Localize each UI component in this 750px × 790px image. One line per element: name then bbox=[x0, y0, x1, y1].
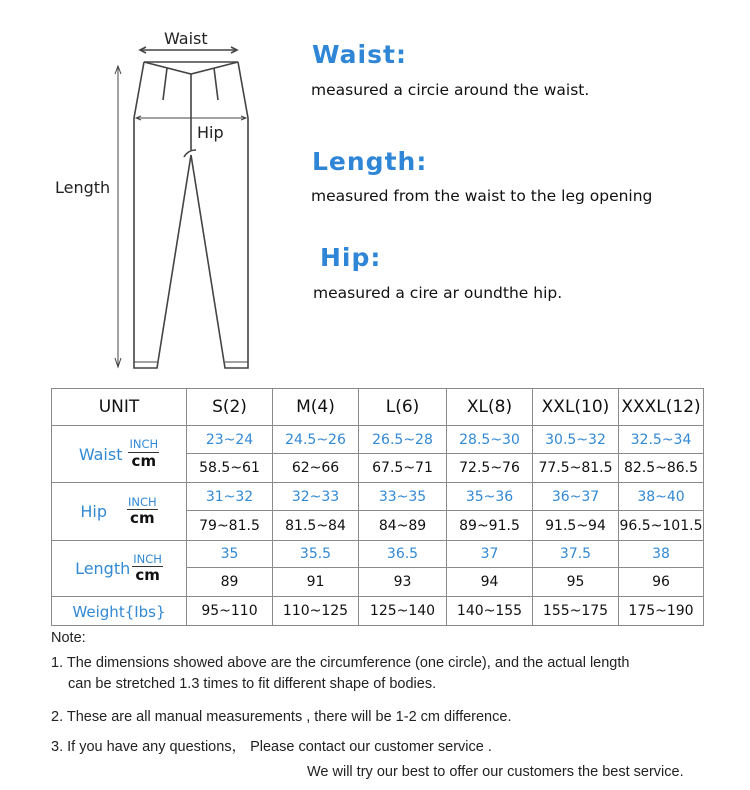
waist-title: Waist: bbox=[312, 40, 407, 69]
table-cell: 67.5~71 bbox=[359, 454, 447, 483]
table-cell: 84~89 bbox=[359, 511, 447, 541]
table-cell: 125~140 bbox=[359, 597, 447, 626]
size-header: XL(8) bbox=[447, 389, 533, 426]
size-header: S(2) bbox=[187, 389, 273, 426]
table-cell: 37.5 bbox=[533, 541, 619, 568]
size-chart-table bbox=[51, 388, 704, 626]
table-row-length-inch bbox=[52, 541, 704, 568]
table-cell: 89~91.5 bbox=[447, 511, 533, 541]
table-cell: 35.5 bbox=[273, 541, 359, 568]
table-cell: 155~175 bbox=[533, 597, 619, 626]
notes-heading: Note: bbox=[51, 630, 86, 646]
length-description: measured from the waist to the leg opening bbox=[311, 187, 653, 205]
table-cell: 95~110 bbox=[187, 597, 273, 626]
row-label-length bbox=[52, 541, 187, 597]
pants-outline-icon bbox=[0, 0, 300, 380]
unit-fraction: $\frac{\text{INCH}}{cm}$ bbox=[129, 437, 159, 470]
table-cell: 24.5~26 bbox=[273, 426, 359, 454]
row-label-text: Length bbox=[75, 559, 131, 578]
table-cell: 32.5~34 bbox=[619, 426, 704, 454]
waist-description: measured a circie around the waist. bbox=[311, 81, 590, 99]
length-diagram-label: Length bbox=[55, 178, 111, 197]
table-cell: 93 bbox=[359, 568, 447, 597]
table-cell: 140~155 bbox=[447, 597, 533, 626]
table-cell: 30.5~32 bbox=[533, 426, 619, 454]
table-cell: 96.5~101.5 bbox=[619, 511, 704, 541]
table-cell: 32~33 bbox=[273, 483, 359, 511]
size-header: M(4) bbox=[273, 389, 359, 426]
table-cell: 28.5~30 bbox=[447, 426, 533, 454]
table-cell: 82.5~86.5 bbox=[619, 454, 704, 483]
closing-message: We will try our best to offer our customers the best service. bbox=[307, 764, 684, 780]
table-cell: 79~81.5 bbox=[187, 511, 273, 541]
row-label-weight bbox=[52, 597, 187, 626]
table-cell: 77.5~81.5 bbox=[533, 454, 619, 483]
note-item-continued: can be stretched 1.3 times to fit different shape of bodies. bbox=[68, 676, 437, 692]
size-header: XXXL(12) bbox=[619, 389, 704, 426]
row-label-text: Waist bbox=[78, 444, 123, 464]
table-cell: 33~35 bbox=[359, 483, 447, 511]
table-cell: 91.5~94 bbox=[533, 511, 619, 541]
hip-title: Hip: bbox=[320, 243, 382, 272]
unit-fraction: $\frac{\text{INCH}}{cm}$ bbox=[127, 494, 157, 528]
table-cell: 23~24 bbox=[187, 426, 273, 454]
note-item: 1. The dimensions showed above are the circumference (one circle), and the actual length bbox=[51, 655, 630, 671]
table-row-weight bbox=[52, 597, 704, 626]
table-cell: 37 bbox=[447, 541, 533, 568]
table-cell: 175~190 bbox=[619, 597, 704, 626]
waist-diagram-label: Waist bbox=[164, 29, 208, 48]
table-cell: 81.5~84 bbox=[273, 511, 359, 541]
hip-diagram-label: Hip bbox=[197, 123, 224, 142]
row-label-hip bbox=[52, 483, 187, 541]
table-cell: 95 bbox=[533, 568, 619, 597]
table-row-hip-inch bbox=[52, 483, 704, 511]
table-cell: 31~32 bbox=[187, 483, 273, 511]
table-cell: 35~36 bbox=[447, 483, 533, 511]
table-cell: 26.5~28 bbox=[359, 426, 447, 454]
row-label-text: Hip bbox=[80, 502, 107, 521]
table-cell: 91 bbox=[273, 568, 359, 597]
note-item: 3. If you have any questions， Please contact our customer service . bbox=[51, 739, 492, 755]
table-cell: 38 bbox=[619, 541, 704, 568]
table-cell: 35 bbox=[187, 541, 273, 568]
table-cell: 89 bbox=[187, 568, 273, 597]
size-header: XXL(10) bbox=[533, 389, 619, 426]
table-cell: 94 bbox=[447, 568, 533, 597]
table-cell: 38~40 bbox=[619, 483, 704, 511]
unit-header: UNIT bbox=[52, 389, 187, 426]
note-item: 2. These are all manual measurements , there will be 1-2 cm difference. bbox=[51, 709, 512, 725]
table-cell: 36.5 bbox=[359, 541, 447, 568]
unit-fraction: $\frac{\text{INCH}}{cm}$ bbox=[133, 551, 162, 585]
table-cell: 62~66 bbox=[273, 454, 359, 483]
table-row-waist-inch bbox=[52, 426, 704, 454]
row-label-waist bbox=[52, 426, 187, 483]
table-header-row bbox=[52, 389, 704, 426]
table-cell: 36~37 bbox=[533, 483, 619, 511]
table-cell: 96 bbox=[619, 568, 704, 597]
length-title: Length: bbox=[312, 147, 428, 176]
hip-description: measured a cire ar oundthe hip. bbox=[313, 284, 563, 302]
table-cell: 72.5~76 bbox=[447, 454, 533, 483]
row-label-text: Weight{Ibs} bbox=[72, 602, 166, 621]
size-header: L(6) bbox=[359, 389, 447, 426]
pants-size-diagram bbox=[0, 0, 300, 380]
table-cell: 110~125 bbox=[273, 597, 359, 626]
table-cell: 58.5~61 bbox=[187, 454, 273, 483]
